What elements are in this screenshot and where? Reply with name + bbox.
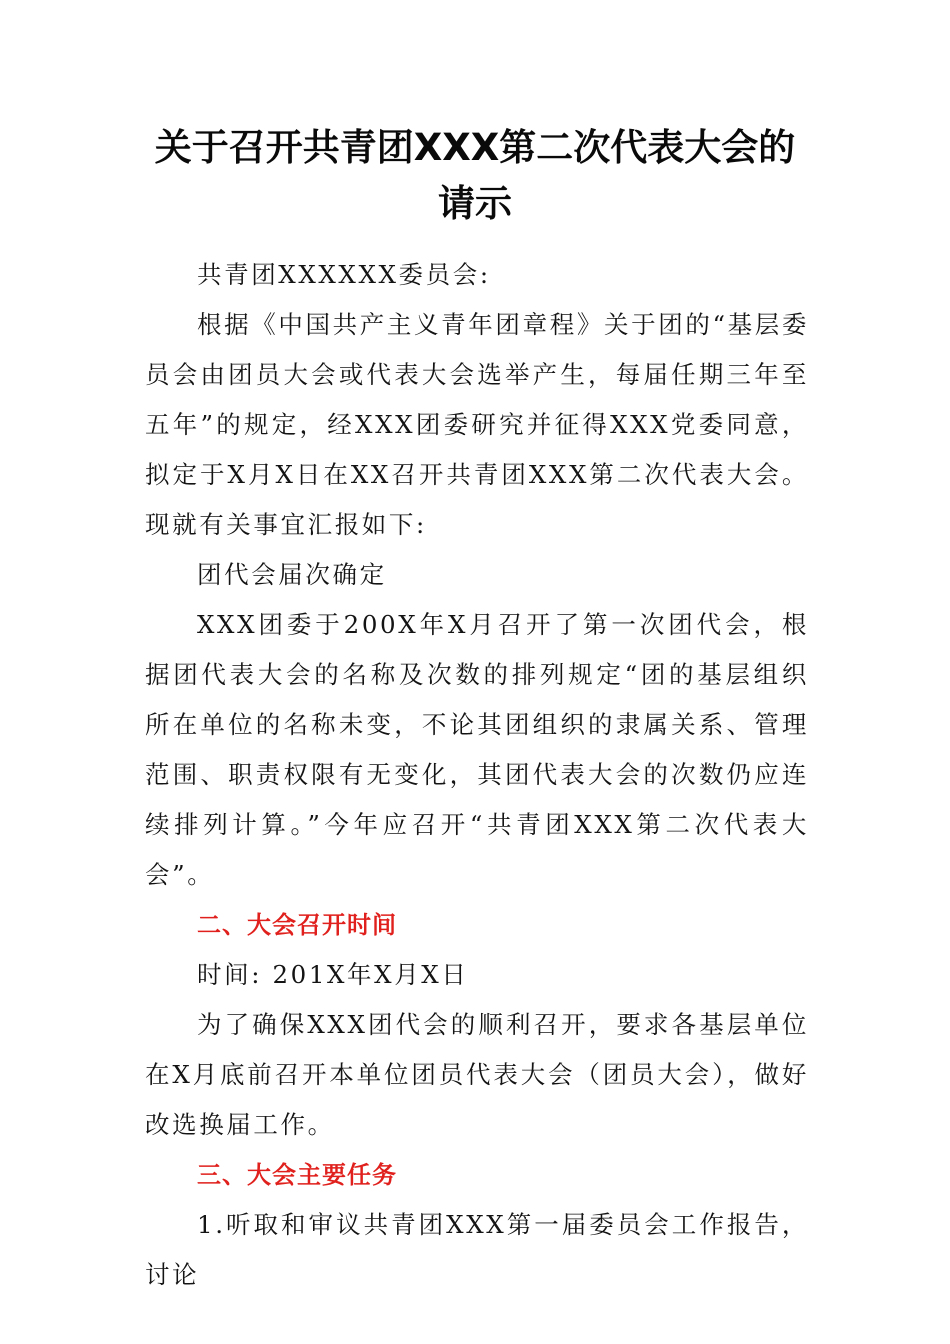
salutation: 共青团XXXXXX委员会: (197, 260, 491, 289)
intro-paragraph: 根据《中国共产主义青年团章程》关于团的“基层委员会由团员大会或代表大会选举产生，每届任期三年至五年”的规定，经XXX团委研究并征得XXX党委同意，拟定于X月X日在XX召开共青团XXX第二次代表大会。现就有关事宜汇报如下: (145, 310, 809, 539)
section-one-heading: 团代会届次确定 (197, 560, 387, 589)
section-three-heading: 三、大会主要任务 (197, 1161, 397, 1189)
section-two-heading: 二、大会召开时间 (197, 911, 397, 939)
document-title: 关于召开共青团XXX第二次代表大会的请示 (154, 126, 796, 225)
task-item-1: 1.听取和审议共青团XXX第一届委员会工作报告，讨论 (145, 1210, 809, 1289)
document-body (145, 250, 809, 1300)
section-one-paragraph: XXX团委于200X年X月召开了第一次团代会，根据团代表大会的名称及次数的排列规定“团的基层组织所在单位的名称未变，不论其团组织的隶属关系、管理范围、职责权限有无变化，其团代表大会的次数仍应连续排列计算。”今年应召开“共青团XXX第二次代表大会”。 (145, 610, 809, 889)
section-two-paragraph: 为了确保XXX团代会的顺利召开，要求各基层单位在X月底前召开本单位团员代表大会（团员大会），做好改选换届工作。 (145, 1010, 809, 1139)
meeting-time: 时间: 201X年X月X日 (197, 960, 469, 989)
